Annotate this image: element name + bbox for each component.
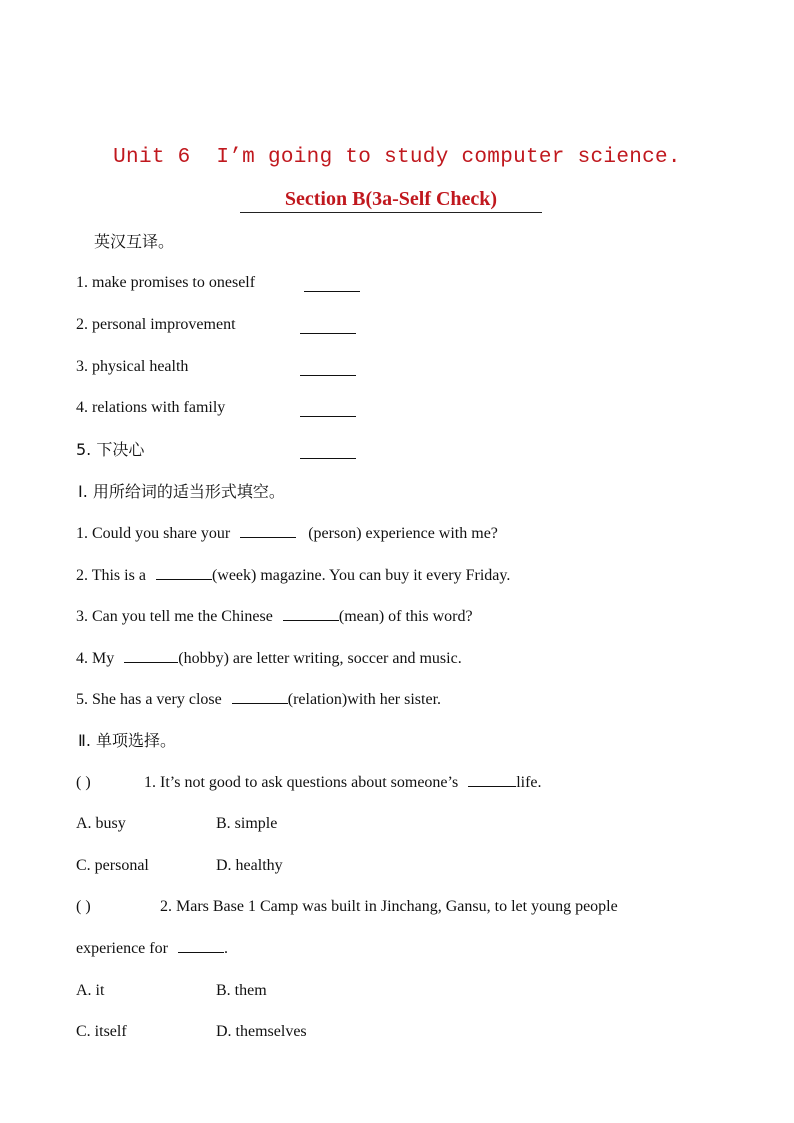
choice-option-b[interactable]: B. simple: [216, 815, 278, 832]
question-text: 3. Can you tell me the Chinese: [76, 608, 273, 625]
question-text: 2. Mars Base 1 Camp was built in Jinchang, Gansu, to let young people: [160, 898, 618, 915]
question-text: 4. My: [76, 650, 115, 667]
translation-item-1: [76, 273, 255, 293]
question-text: 5. She has a very close: [76, 691, 222, 708]
question-text: 1. It’s not good to ask questions about someone’s: [144, 774, 459, 791]
fill-question-4: [76, 648, 462, 669]
answer-blank[interactable]: [283, 606, 339, 621]
answer-blank[interactable]: [156, 565, 212, 580]
translation-item-text: 5. 下决心: [76, 440, 145, 459]
fill-question-2: [76, 565, 510, 586]
section-heading-multiple-choice: Ⅱ. 单项选择。: [78, 731, 177, 750]
choice-question-2-line2: [76, 939, 228, 959]
answer-blank[interactable]: [300, 361, 356, 376]
translation-item-5: [76, 440, 144, 461]
question-text: experience for: [76, 940, 168, 957]
choice-option-b[interactable]: B. them: [216, 982, 267, 999]
subtitle-underline: [240, 186, 542, 213]
translation-item-2: [76, 315, 236, 335]
answer-blank: [178, 940, 224, 953]
question-text: 1. Could you share your: [76, 525, 231, 542]
answer-paren[interactable]: ( ): [76, 898, 91, 915]
question-text: (person) experience with me?: [308, 525, 498, 542]
choice-option-d[interactable]: D. themselves: [216, 1023, 307, 1040]
fill-question-5: [76, 689, 441, 710]
answer-blank: [468, 774, 516, 787]
answer-blank[interactable]: [232, 689, 288, 704]
question-text: 2. This is a: [76, 567, 146, 584]
choice-option-c[interactable]: C. personal: [76, 857, 149, 874]
answer-blank[interactable]: [124, 648, 178, 663]
translation-item-text: 4. relations with family: [76, 399, 226, 416]
fill-question-1: [76, 523, 498, 544]
section-heading-translation: 英汉互译。: [94, 232, 175, 251]
question-text: (week) magazine. You can buy it every Friday.: [211, 567, 511, 584]
answer-paren[interactable]: ( ): [76, 774, 91, 791]
translation-item-text: 2. personal improvement: [76, 316, 236, 333]
question-text: .: [223, 940, 228, 957]
translation-item-text: 1. make promises to oneself: [76, 274, 256, 291]
choice-option-c[interactable]: C. itself: [76, 1023, 127, 1040]
answer-blank[interactable]: [300, 444, 356, 459]
answer-blank[interactable]: [304, 277, 360, 292]
question-text: (mean) of this word?: [338, 608, 473, 625]
choice-option-a[interactable]: A. busy: [76, 815, 126, 832]
translation-item-text: 3. physical health: [76, 358, 189, 375]
answer-blank[interactable]: [300, 402, 356, 417]
choice-question-1: [76, 773, 542, 793]
answer-blank[interactable]: [300, 319, 356, 334]
translation-item-3: [76, 357, 188, 377]
section-heading-fill-in: Ⅰ. 用所给词的适当形式填空。: [78, 482, 285, 501]
page-subtitle: Section B(3a-Self Check): [284, 188, 498, 210]
question-text: (hobby) are letter writing, soccer and music.: [178, 650, 462, 667]
choice-option-d[interactable]: D. healthy: [216, 857, 283, 874]
fill-question-3: [76, 606, 473, 627]
answer-blank[interactable]: [240, 523, 296, 538]
choice-question-2: [76, 897, 618, 917]
question-text: life.: [516, 774, 542, 791]
choice-option-a[interactable]: A. it: [76, 982, 105, 999]
translation-item-4: [76, 398, 225, 418]
page-title: Unit 6 I’m going to study computer science.: [113, 146, 681, 169]
question-text: (relation)with her sister.: [287, 691, 442, 708]
